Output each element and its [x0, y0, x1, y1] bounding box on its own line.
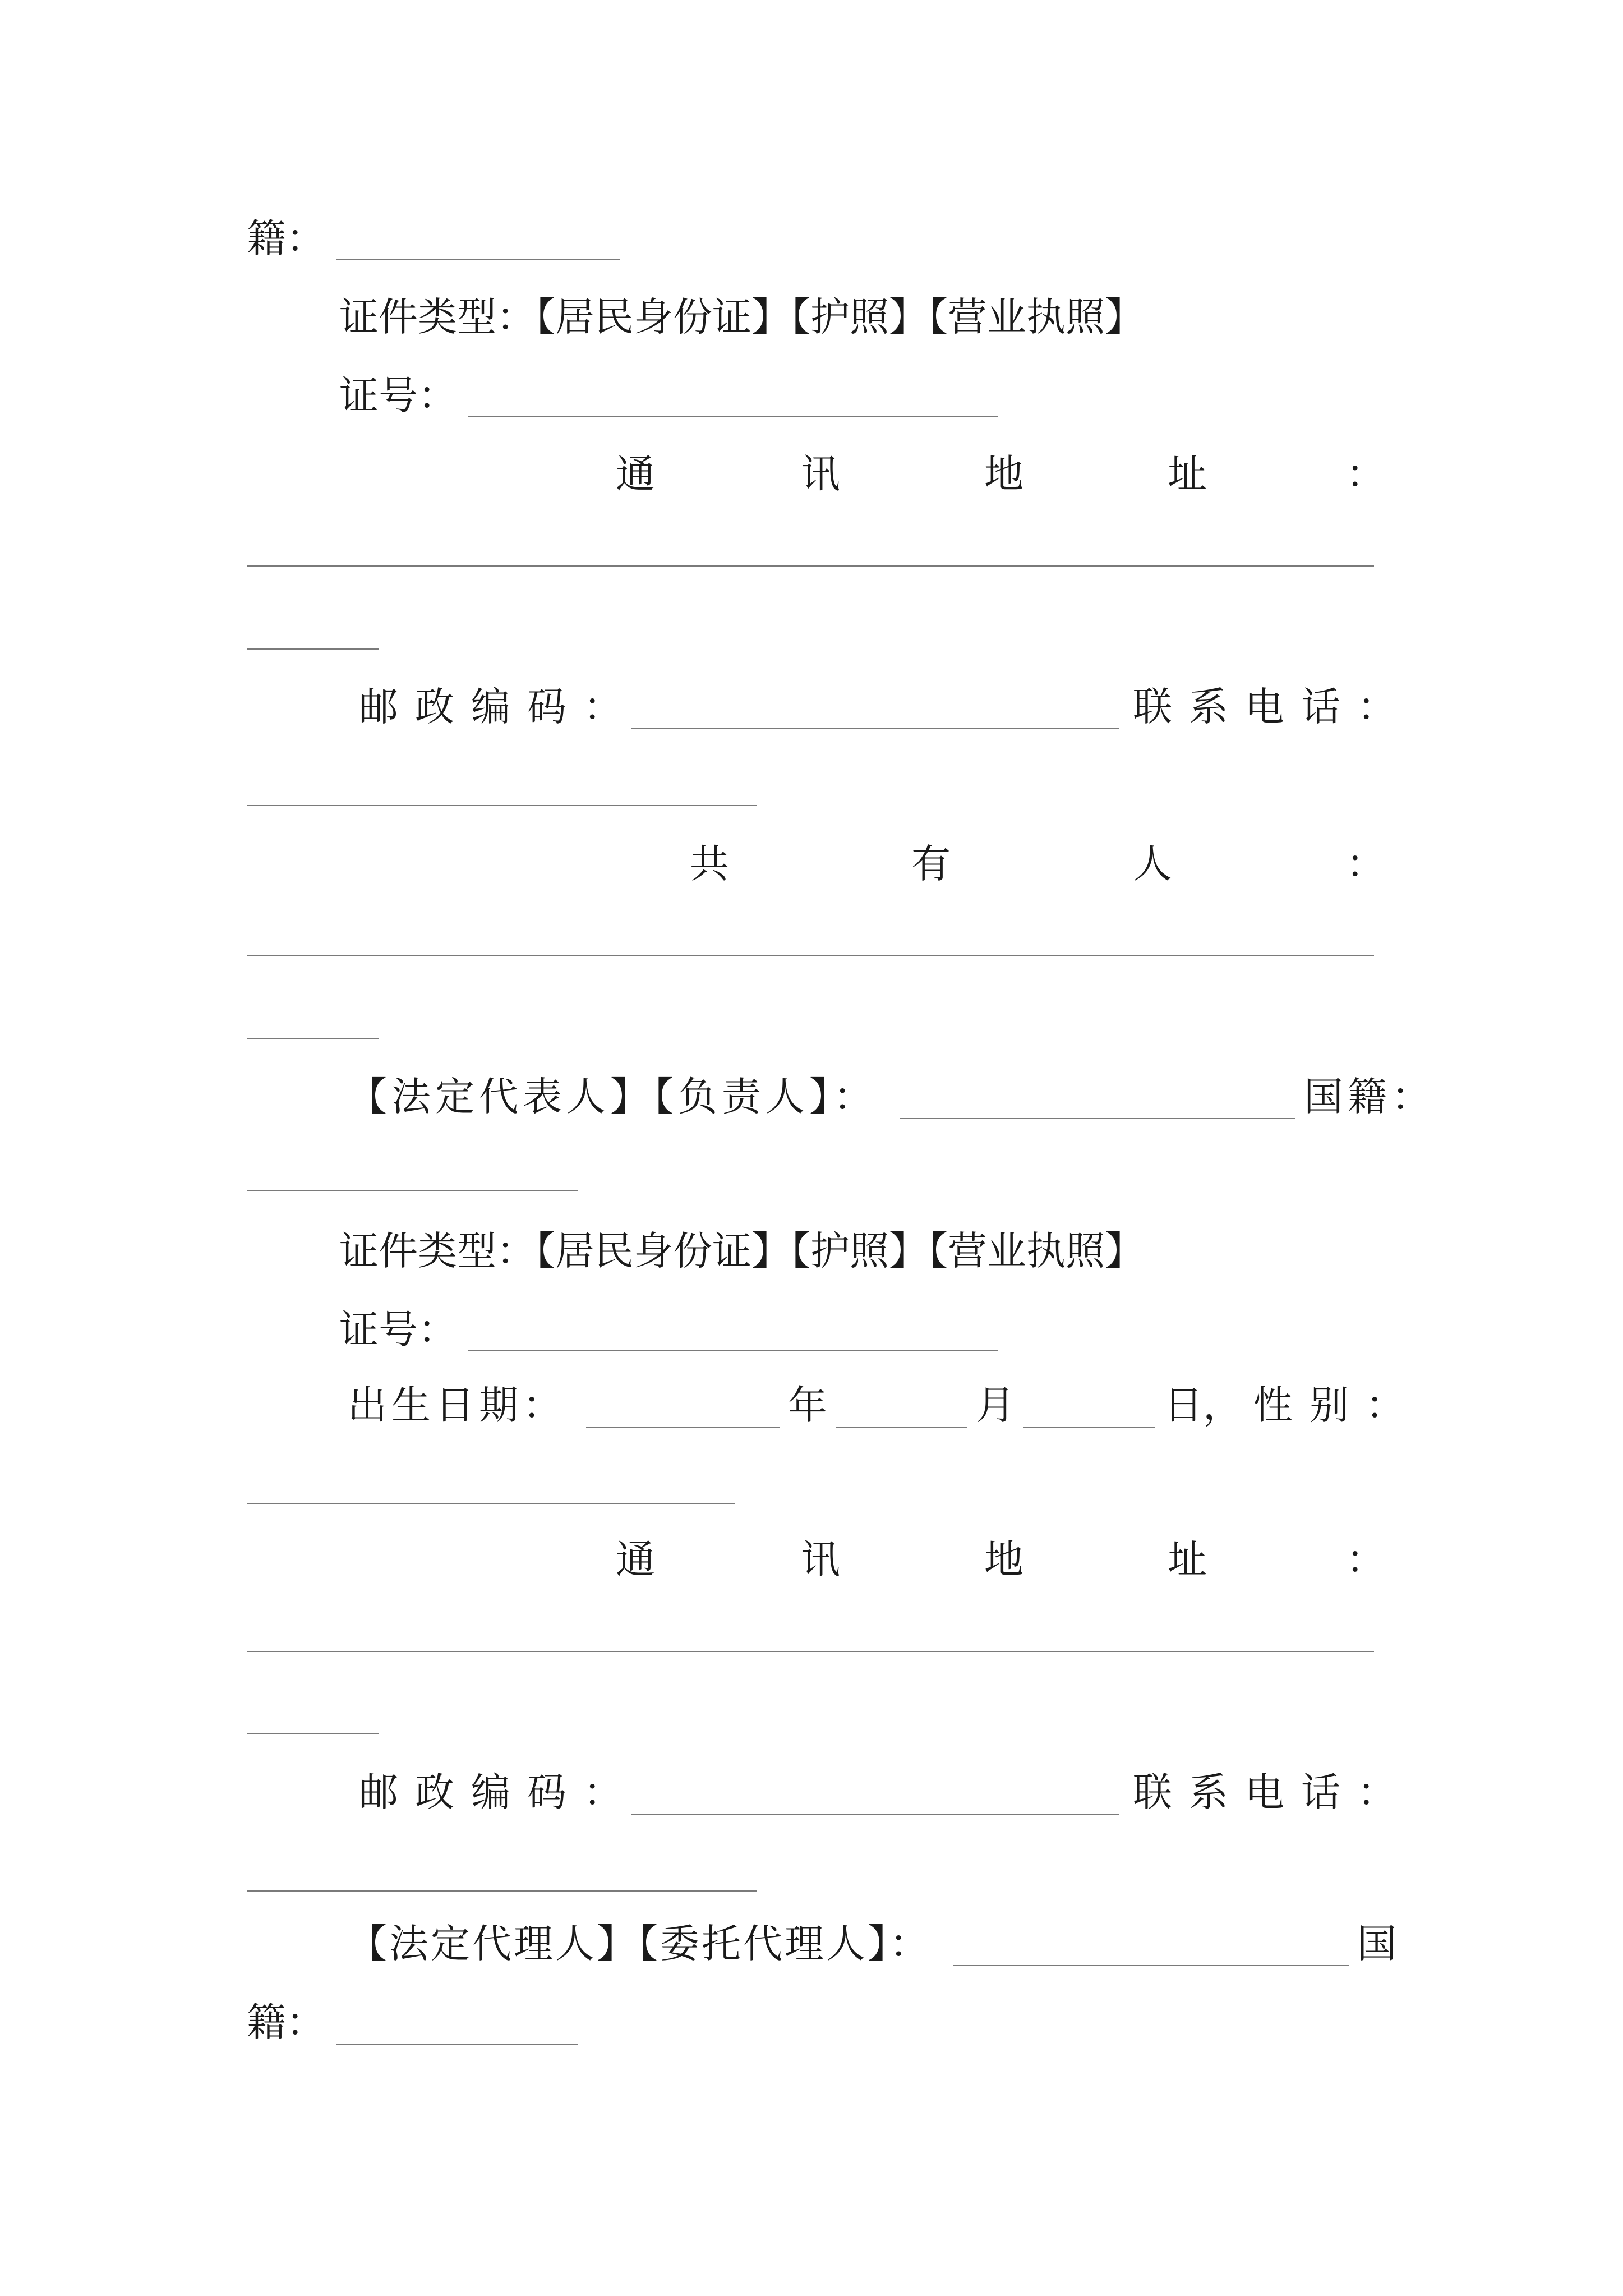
coowner-id-number-label: 证号：: [339, 1306, 457, 1352]
coowner-blank-line-2[interactable]: [247, 1038, 379, 1039]
coowner-phone-blank[interactable]: [247, 1890, 757, 1892]
coowner-blank-line-1[interactable]: [247, 955, 1374, 956]
coowner-address-char-1: 通: [616, 1536, 655, 1582]
coowner-char-3: 人: [1133, 841, 1172, 887]
coowner-address-blank-2[interactable]: [247, 1733, 379, 1734]
coowner-postcode-blank[interactable]: [631, 1814, 1119, 1815]
representative-label: 【法定代表人】【负责人】：: [348, 1074, 877, 1120]
coowner-phone-label: 联系电话：: [1133, 1769, 1413, 1815]
coowner-postcode-label: 邮政编码：: [359, 1769, 639, 1815]
phone-blank[interactable]: [247, 805, 757, 806]
address-blank-line-1[interactable]: [247, 565, 1374, 567]
address-colon: ：: [1346, 451, 1385, 497]
birth-month-label: 月: [976, 1382, 1015, 1428]
birth-year-label: 年: [788, 1382, 827, 1428]
coowner-char-2: 有: [911, 841, 951, 887]
id-number-blank[interactable]: [468, 416, 998, 417]
address-char-4: 址: [1168, 451, 1207, 497]
gender-label: 性别：: [1253, 1382, 1422, 1428]
agent-blank[interactable]: [953, 1965, 1349, 1966]
birth-date-label: 出生日期：: [348, 1382, 566, 1428]
coowner-address-char-3: 地: [984, 1536, 1023, 1582]
birth-day-blank[interactable]: [1023, 1427, 1155, 1428]
nationality-label: 籍：: [247, 215, 325, 261]
coowner-id-number-blank[interactable]: [468, 1350, 998, 1351]
birth-year-blank[interactable]: [586, 1427, 780, 1428]
gender-blank[interactable]: [247, 1503, 735, 1504]
coowner-address-char-4: 址: [1168, 1536, 1207, 1582]
address-char-2: 讯: [801, 451, 840, 497]
agent-label: 【法定代理人】【委托代理人】：: [348, 1921, 931, 1967]
agent-nationality-label: 籍：: [247, 1999, 325, 2045]
agent-nationality-head: 国: [1357, 1921, 1396, 1967]
nationality-blank[interactable]: [336, 259, 620, 260]
postcode-blank[interactable]: [631, 728, 1119, 729]
id-type-label: 证件类型：【居民身份证】【护照】【营业执照】: [339, 294, 1144, 340]
coowner-nationality-label: 国籍：: [1304, 1074, 1435, 1120]
birth-day-label: 日，: [1164, 1382, 1242, 1428]
postcode-label: 邮政编码：: [359, 684, 639, 730]
coowner-address-char-2: 讯: [801, 1536, 840, 1582]
agent-nationality-blank[interactable]: [336, 2044, 578, 2045]
address-char-3: 地: [984, 451, 1023, 497]
coowner-colon: ：: [1346, 841, 1385, 887]
id-number-label: 证号：: [339, 372, 457, 418]
phone-label: 联系电话：: [1133, 684, 1413, 730]
address-char-1: 通: [616, 451, 655, 497]
coowner-id-type-label: 证件类型：【居民身份证】【护照】【营业执照】: [339, 1228, 1144, 1274]
coowner-nationality-blank[interactable]: [247, 1190, 578, 1191]
representative-blank[interactable]: [900, 1118, 1295, 1119]
birth-month-blank[interactable]: [836, 1427, 967, 1428]
coowner-char-1: 共: [690, 841, 729, 887]
coowner-address-blank-1[interactable]: [247, 1651, 1374, 1652]
address-blank-line-2[interactable]: [247, 648, 379, 650]
coowner-address-colon: ：: [1346, 1536, 1385, 1582]
